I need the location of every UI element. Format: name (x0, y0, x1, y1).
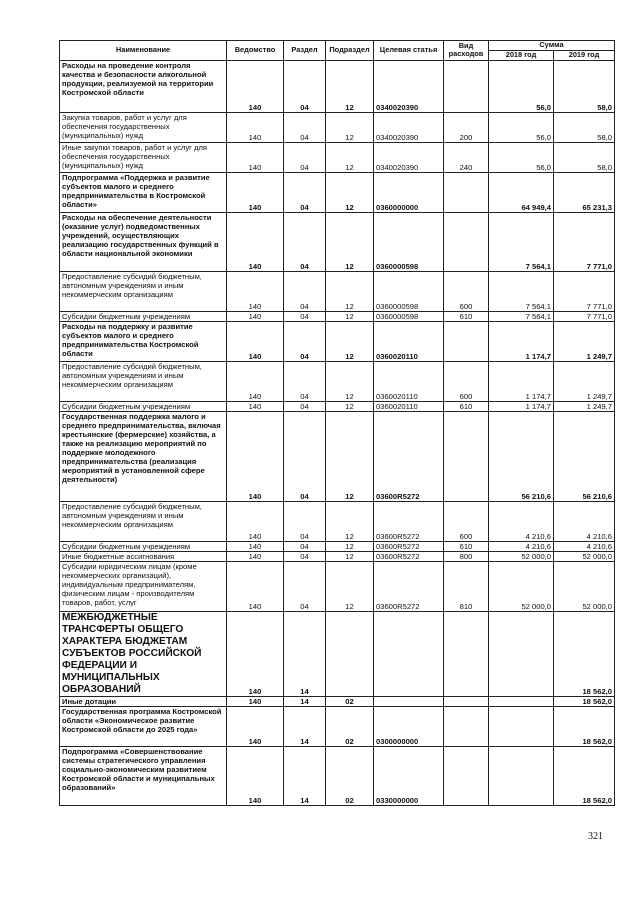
row-name-cell: Предоставление субсидий бюджетным, автономным учреждениям и иным некоммерческим организациям (60, 271, 227, 311)
table-row (60, 112, 615, 142)
row-sum-2019-cell: 1 249,7 (554, 361, 615, 401)
row-section-cell: 04 (284, 112, 326, 142)
row-sum-2018-cell: 1 174,7 (489, 321, 554, 361)
row-subsection-cell: 12 (326, 112, 374, 142)
row-section-cell: 04 (284, 501, 326, 541)
row-subsection-cell: 12 (326, 561, 374, 611)
row-section-cell: 04 (284, 321, 326, 361)
row-subsection-cell: 02 (326, 746, 374, 805)
row-section-cell: 04 (284, 142, 326, 172)
row-subsection-cell: 12 (326, 271, 374, 311)
table-row (60, 551, 615, 561)
header-sum: Сумма (489, 41, 615, 51)
header-section: Раздел (284, 41, 326, 61)
row-section-cell: 04 (284, 561, 326, 611)
row-section-cell: 14 (284, 696, 326, 706)
row-sum-2018-cell (489, 706, 554, 746)
row-subsection-cell: 12 (326, 541, 374, 551)
row-expense-cell: 600 (444, 361, 489, 401)
row-expense-cell: 610 (444, 311, 489, 321)
row-sum-2019-cell: 56 210,6 (554, 411, 615, 501)
table-row (60, 271, 615, 311)
row-sum-2018-cell: 64 949,4 (489, 172, 554, 212)
budget-table (59, 40, 615, 806)
row-department-cell: 140 (227, 611, 284, 696)
row-sum-2018-cell: 4 210,6 (489, 541, 554, 551)
table-row (60, 401, 615, 411)
row-subsection-cell: 12 (326, 60, 374, 112)
row-name-cell: Расходы на проведение контроля качества и безопасности алкогольной продукции, реализуемой на территории Костромской области (60, 60, 227, 112)
row-subsection-cell (326, 611, 374, 696)
table-row (60, 321, 615, 361)
row-sum-2019-cell: 18 562,0 (554, 706, 615, 746)
row-name-cell: Подпрограмма «Совершенствование системы стратегического управления социально-экономическим развитием Костромской области и муниципальных образований» (60, 746, 227, 805)
table-row (60, 172, 615, 212)
row-expense-cell (444, 172, 489, 212)
row-section-cell: 04 (284, 411, 326, 501)
row-department-cell: 140 (227, 746, 284, 805)
row-sum-2018-cell: 56 210,6 (489, 411, 554, 501)
row-department-cell: 140 (227, 361, 284, 401)
row-department-cell: 140 (227, 311, 284, 321)
row-sum-2019-cell: 18 562,0 (554, 611, 615, 696)
row-expense-cell (444, 706, 489, 746)
row-subsection-cell: 12 (326, 501, 374, 541)
row-sum-2019-cell: 7 771,0 (554, 271, 615, 311)
row-expense-cell: 610 (444, 401, 489, 411)
row-department-cell: 140 (227, 172, 284, 212)
row-sum-2018-cell: 56,0 (489, 112, 554, 142)
row-subsection-cell: 02 (326, 696, 374, 706)
row-target-cell: 0340020390 (374, 112, 444, 142)
row-sum-2019-cell: 58,0 (554, 142, 615, 172)
table-row (60, 706, 615, 746)
table-row (60, 501, 615, 541)
row-expense-cell (444, 60, 489, 112)
row-target-cell: 03600R5272 (374, 551, 444, 561)
row-sum-2019-cell: 18 562,0 (554, 696, 615, 706)
row-sum-2018-cell: 1 174,7 (489, 401, 554, 411)
row-department-cell: 140 (227, 541, 284, 551)
row-target-cell: 0330000000 (374, 746, 444, 805)
row-expense-cell: 600 (444, 271, 489, 311)
row-target-cell: 0360000598 (374, 271, 444, 311)
row-subsection-cell: 12 (326, 142, 374, 172)
row-expense-cell: 600 (444, 501, 489, 541)
row-department-cell: 140 (227, 706, 284, 746)
row-sum-2018-cell (489, 696, 554, 706)
row-name-cell: Иные бюджетные ассигнования (60, 551, 227, 561)
row-target-cell: 0360000000 (374, 172, 444, 212)
row-expense-cell (444, 611, 489, 696)
row-section-cell: 14 (284, 706, 326, 746)
row-name-cell: Расходы на обеспечение деятельности (оказание услуг) подведомственных учреждений, осуществляющих реализацию государственных функций в области национальной экономики (60, 212, 227, 271)
row-sum-2018-cell: 7 564,1 (489, 311, 554, 321)
table-row (60, 746, 615, 805)
row-target-cell: 03600R5272 (374, 561, 444, 611)
row-department-cell: 140 (227, 501, 284, 541)
row-sum-2019-cell: 1 249,7 (554, 321, 615, 361)
row-section-cell: 04 (284, 401, 326, 411)
row-section-cell: 04 (284, 172, 326, 212)
row-department-cell: 140 (227, 142, 284, 172)
row-subsection-cell: 12 (326, 411, 374, 501)
row-department-cell: 140 (227, 696, 284, 706)
row-section-cell: 14 (284, 611, 326, 696)
row-target-cell: 0360020110 (374, 361, 444, 401)
row-expense-cell (444, 212, 489, 271)
row-target-cell (374, 696, 444, 706)
row-sum-2019-cell: 65 231,3 (554, 172, 615, 212)
row-department-cell: 140 (227, 112, 284, 142)
row-name-cell: Субсидии бюджетным учреждениям (60, 401, 227, 411)
row-subsection-cell: 12 (326, 311, 374, 321)
row-sum-2019-cell: 18 562,0 (554, 746, 615, 805)
header-year-2018: 2018 год (489, 51, 554, 61)
row-name-cell: Подпрограмма «Поддержка и развитие субъектов малого и среднего предпринимательства в Костромской области» (60, 172, 227, 212)
header-subsection: Подраздел (326, 41, 374, 61)
table-row (60, 60, 615, 112)
row-department-cell: 140 (227, 321, 284, 361)
row-subsection-cell: 12 (326, 321, 374, 361)
row-section-cell: 04 (284, 361, 326, 401)
row-department-cell: 140 (227, 561, 284, 611)
row-department-cell: 140 (227, 212, 284, 271)
row-expense-cell: 800 (444, 551, 489, 561)
row-name-cell: Иные закупки товаров, работ и услуг для обеспечения государственных (муниципальных) нужд (60, 142, 227, 172)
page-number: 321 (588, 831, 603, 842)
row-section-cell: 04 (284, 212, 326, 271)
row-section-cell: 04 (284, 311, 326, 321)
row-target-cell (374, 611, 444, 696)
table-row (60, 361, 615, 401)
row-expense-cell: 610 (444, 541, 489, 551)
header-target: Целевая статья (374, 41, 444, 61)
table-row (60, 411, 615, 501)
row-sum-2018-cell: 1 174,7 (489, 361, 554, 401)
row-expense-cell (444, 321, 489, 361)
row-section-cell: 04 (284, 60, 326, 112)
row-name-cell: Субсидии юридическим лицам (кроме некоммерческих организаций), индивидуальным предпринимателям, физическим лицам - производителям товаров, работ, услуг (60, 561, 227, 611)
row-target-cell: 03600R5272 (374, 501, 444, 541)
row-name-cell: Государственная программа Костромской области «Экономическое развитие Костромской области до 2025 года» (60, 706, 227, 746)
row-section-cell: 04 (284, 271, 326, 311)
row-target-cell: 0300000000 (374, 706, 444, 746)
table-row (60, 561, 615, 611)
header-name: Наименование (60, 41, 227, 61)
row-sum-2018-cell: 7 564,1 (489, 212, 554, 271)
table-row (60, 212, 615, 271)
row-department-cell: 140 (227, 271, 284, 311)
row-department-cell: 140 (227, 60, 284, 112)
row-section-cell: 14 (284, 746, 326, 805)
row-sum-2019-cell: 52 000,0 (554, 561, 615, 611)
row-sum-2018-cell: 7 564,1 (489, 271, 554, 311)
row-target-cell: 0360020110 (374, 401, 444, 411)
row-subsection-cell: 02 (326, 706, 374, 746)
row-department-cell: 140 (227, 551, 284, 561)
row-subsection-cell: 12 (326, 401, 374, 411)
row-sum-2019-cell: 4 210,6 (554, 541, 615, 551)
row-expense-cell: 240 (444, 142, 489, 172)
header-year-2019: 2019 год (554, 51, 615, 61)
row-expense-cell (444, 696, 489, 706)
row-sum-2018-cell: 52 000,0 (489, 551, 554, 561)
row-sum-2019-cell: 7 771,0 (554, 212, 615, 271)
row-name-cell: МЕЖБЮДЖЕТНЫЕ ТРАНСФЕРТЫ ОБЩЕГО ХАРАКТЕРА БЮДЖЕТАМ СУБЪЕКТОВ РОССИЙСКОЙ ФЕДЕРАЦИИ И МУНИЦИПАЛЬНЫХ ОБРАЗОВАНИЙ (60, 611, 227, 696)
row-sum-2019-cell: 4 210,6 (554, 501, 615, 541)
row-section-cell: 04 (284, 551, 326, 561)
row-subsection-cell: 12 (326, 551, 374, 561)
row-target-cell: 0340020390 (374, 142, 444, 172)
header-row (60, 41, 615, 51)
row-sum-2019-cell: 58,0 (554, 60, 615, 112)
row-target-cell: 0360000598 (374, 212, 444, 271)
row-name-cell: Предоставление субсидий бюджетным, автономным учреждениям и иным некоммерческим организациям (60, 501, 227, 541)
row-sum-2019-cell: 1 249,7 (554, 401, 615, 411)
row-name-cell: Государственная поддержка малого и среднего предпринимательства, включая крестьянские (фермерские) хозяйства, а также на реализацию мероприятий по поддержке молодежного предпринимательства (реализация мероприятий в установленной сфере деятельности) (60, 411, 227, 501)
row-sum-2018-cell: 4 210,6 (489, 501, 554, 541)
row-name-cell: Субсидии бюджетным учреждениям (60, 311, 227, 321)
row-target-cell: 0360020110 (374, 321, 444, 361)
row-department-cell: 140 (227, 401, 284, 411)
header-expense: Вид расходов (444, 41, 489, 61)
table-row (60, 311, 615, 321)
row-subsection-cell: 12 (326, 172, 374, 212)
row-target-cell: 03600R5272 (374, 541, 444, 551)
row-sum-2018-cell: 56,0 (489, 60, 554, 112)
row-name-cell: Иные дотации (60, 696, 227, 706)
row-expense-cell: 200 (444, 112, 489, 142)
table-body (60, 60, 615, 805)
row-expense-cell (444, 411, 489, 501)
row-expense-cell (444, 746, 489, 805)
row-sum-2019-cell: 7 771,0 (554, 311, 615, 321)
row-target-cell: 0340020390 (374, 60, 444, 112)
row-section-cell: 04 (284, 541, 326, 551)
row-subsection-cell: 12 (326, 212, 374, 271)
row-name-cell: Предоставление субсидий бюджетным, автономным учреждениям и иным некоммерческим организациям (60, 361, 227, 401)
row-sum-2018-cell: 52 000,0 (489, 561, 554, 611)
table-row (60, 611, 615, 696)
row-sum-2018-cell (489, 746, 554, 805)
table-row (60, 696, 615, 706)
row-target-cell: 0360000598 (374, 311, 444, 321)
row-sum-2018-cell: 56,0 (489, 142, 554, 172)
row-sum-2018-cell (489, 611, 554, 696)
header-department: Ведомство (227, 41, 284, 61)
row-name-cell: Закупка товаров, работ и услуг для обеспечения государственных (муниципальных) нужд (60, 112, 227, 142)
table-row (60, 541, 615, 551)
row-subsection-cell: 12 (326, 361, 374, 401)
row-expense-cell: 810 (444, 561, 489, 611)
row-name-cell: Субсидии бюджетным учреждениям (60, 541, 227, 551)
row-department-cell: 140 (227, 411, 284, 501)
table-row (60, 142, 615, 172)
row-sum-2019-cell: 52 000,0 (554, 551, 615, 561)
row-sum-2019-cell: 58,0 (554, 112, 615, 142)
row-name-cell: Расходы на поддержку и развитие субъектов малого и среднего предпринимательства Костромской области (60, 321, 227, 361)
row-target-cell: 03600R5272 (374, 411, 444, 501)
